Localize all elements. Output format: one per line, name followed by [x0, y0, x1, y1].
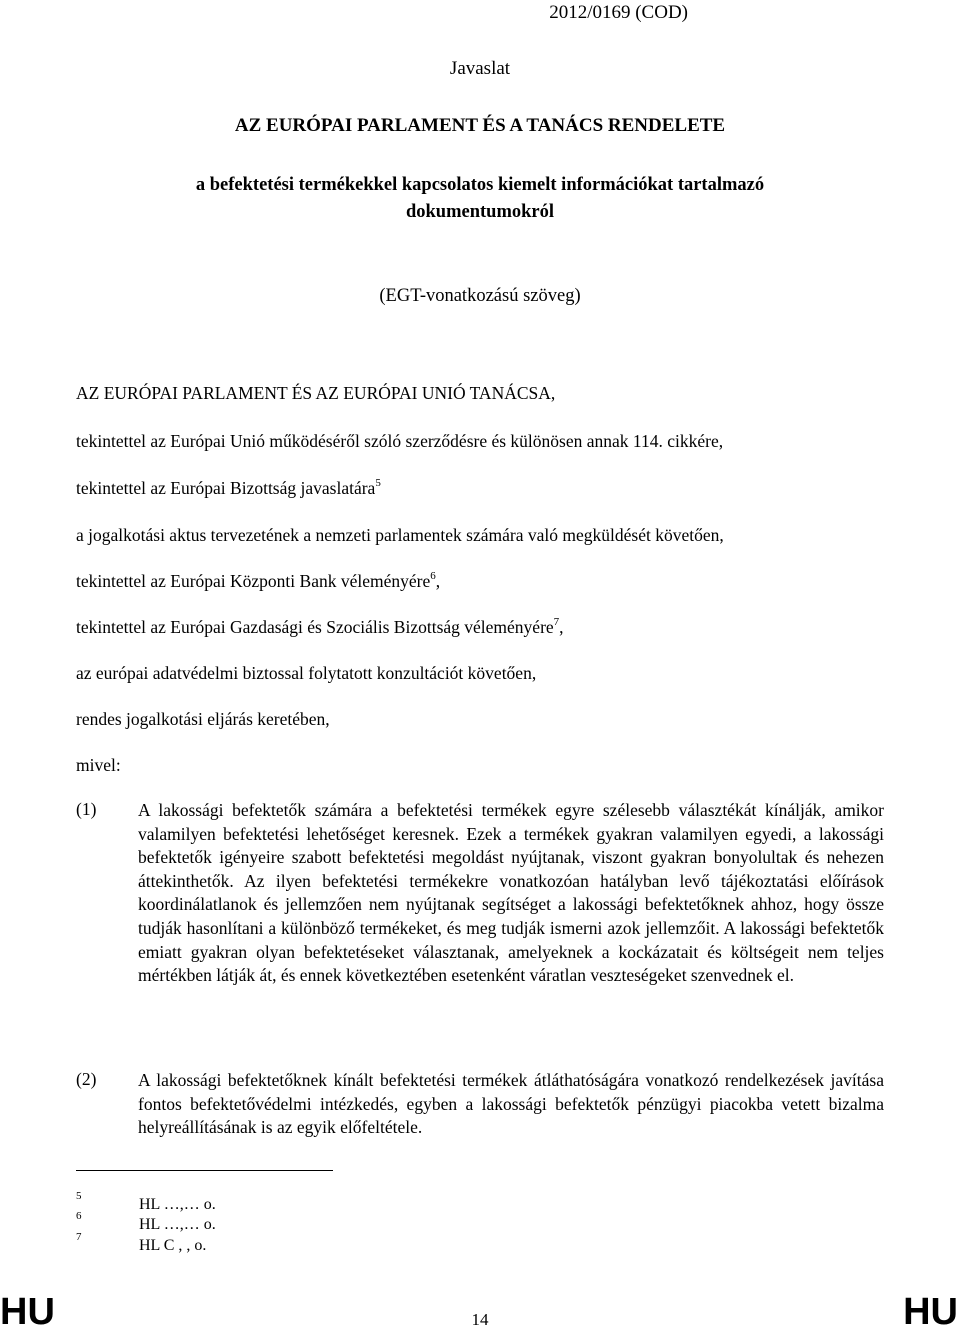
enacting-body: AZ EURÓPAI PARLAMENT ÉS AZ EURÓPAI UNIÓ TANÁCSA, [76, 383, 556, 403]
citation-text: mivel: [76, 755, 121, 775]
citation [76, 525, 724, 546]
footnote-number: 5 [76, 1190, 82, 1202]
citation [76, 709, 330, 730]
page-number: 14 [471, 1310, 489, 1329]
citation-text: tekintettel az Európai Bizottság javaslatára [76, 478, 376, 498]
recital-number: (1) [76, 799, 97, 819]
footnote-text: HL …,… o. [139, 1196, 216, 1213]
citation-text: az európai adatvédelmi biztossal folytatott konzultációt követően, [76, 663, 537, 683]
footnote-reference: 6 [430, 570, 436, 582]
document-subtitle: a befektetési termékekkel kapcsolatos kiemelt információkat tartalmazó dokumentumokról [195, 175, 765, 222]
recital-text: A lakossági befektetők számára a befektetési termékek egyre szélesebb választékát kínálják, amikor valamilyen befektetési lehetőséget keresnek. Ezek a termékek gyakran valamilyen egyedi, a lakossági befektetők igényeire szabott befektetési megoldást nyújtanak, viszont gyakran bonyolultak és nehezen áttekinthetők. Az ilyen befektetési termékekre vonatkozóan hatályban levő tájékoztatási előírások koordinálatlanok és jellemzően nem nyújtanak segítséget a lakossági befektetőknek ahhoz, hogy össze tudják hasonlítani a különböző termékeket, és meg tudják ismerni azok jellemzőit. A lakossági befektetők emiatt gyakran olyan befektetéseket választanak, amelyeknek a kockázatait és költségeit nem teljes mértékben látják át, és ennek következtében esetenként váratlan veszteségeket szenvednek el. [138, 800, 884, 986]
eea-relevance-note: (EGT-vonatkozású szöveg) [379, 286, 581, 306]
citation-tail: , [559, 617, 564, 637]
document-title: AZ EURÓPAI PARLAMENT ÉS A TANÁCS RENDELETE [234, 115, 726, 136]
citation-text: rendes jogalkotási eljárás keretében, [76, 709, 330, 729]
citation [76, 431, 723, 452]
footnote-text: HL …,… o. [139, 1216, 216, 1233]
citation [76, 478, 381, 499]
footnote-separator [76, 1170, 333, 1171]
footnote-reference: 7 [553, 616, 560, 628]
footnote-text: HL C , , o. [139, 1237, 207, 1254]
citation-text: tekintettel az Európai Központi Bank véleményére [76, 571, 431, 591]
citation [76, 617, 564, 638]
citation [76, 663, 536, 684]
citation [76, 755, 121, 776]
recital-text: A lakossági befektetőknek kínált befektetési termékek átláthatóságára vonatkozó rendelkezések javítása fontos befektetővédelmi intézkedés, egyben a lakossági befektetők pénzügyi piacokba vetett bizalma helyreállításának is az egyik előfeltétele. [138, 1070, 884, 1138]
footnote-reference: 5 [375, 477, 381, 489]
citation-text: tekintettel az Európai Unió működéséről szóló szerződésre és különösen annak 114. cikkére, [76, 431, 724, 451]
citation [76, 571, 440, 592]
recital-number: (2) [76, 1069, 97, 1089]
document-reference: 2012/0169 (COD) [549, 2, 688, 23]
citation-tail: , [435, 571, 441, 591]
citation-text: tekintettel az Európai Gazdasági és Szociális Bizottság véleményére [76, 617, 554, 637]
document-kind: Javaslat [449, 58, 511, 79]
citation-text: a jogalkotási aktus tervezetének a nemzeti parlamentek számára való megküldését követően, [76, 525, 724, 545]
language-code-right: HU [903, 1291, 958, 1333]
language-code-left: HU [0, 1291, 55, 1333]
footnote-number: 6 [76, 1210, 82, 1222]
footnote-number: 7 [76, 1231, 82, 1243]
